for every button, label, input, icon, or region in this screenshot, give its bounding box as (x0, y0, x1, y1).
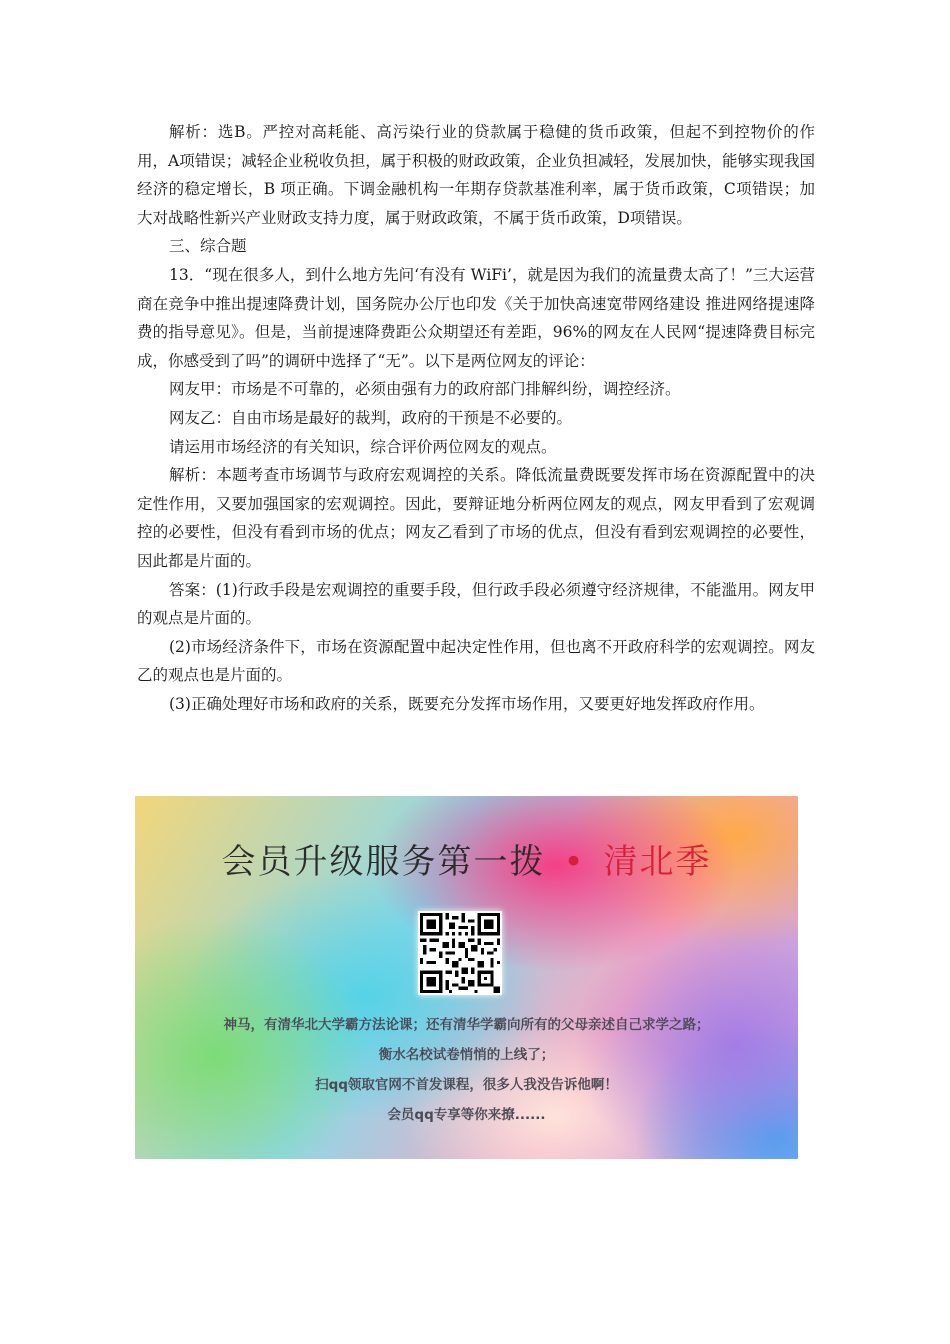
answer-1: 答案：(1)行政手段是宏观调控的重要手段，但行政手段必须遵守经济规律，不能滥用。网友甲的观点是片面的。 (137, 580, 815, 628)
answer-2: (2)市场经济条件下，市场在资源配置中起决定性作用，但也离不开政府科学的宏观调控。网友乙的观点也是片面的。 (137, 637, 815, 685)
banner-title-dot: • (563, 842, 586, 882)
answer-3: (3)正确处理好市场和政府的关系，既要充分发挥市场作用，又要更好地发挥政府作用。 (169, 694, 765, 713)
qr-code-icon[interactable] (418, 911, 502, 995)
banner-title-accent: 清北季 (603, 842, 712, 882)
banner-text (135, 1010, 798, 1130)
section-heading: 三、综合题 (169, 237, 247, 256)
banner-line-1: 神马，有清华北大学霸方法论课；还有清华学霸向所有的父母亲述自己求学之路； (223, 1017, 710, 1033)
question-13: 13．“现在很多人，到什么地方先问‘有没有 WiFi’，就是因为我们的流量费太高了！”三大运营商在竞争中推出提速降费计划，国务院办公厅也印发《关于加快高速宽带网络建设 推进网络提速降费的指导意见》。但是，当前提速降费距公众期望还有差距，96%的网友在人民网“提速降费目标完成，你感受到了吗”的调研中选择了“无”。以下是两位网友的评论： (137, 265, 815, 370)
paragraph-analysis-13: 解析：本题考查市场调节与政府宏观调控的关系。降低流量费既要发挥市场在资源配置中的决定性作用，又要加强国家的宏观调控。因此，要辩证地分析两位网友的观点，网友甲看到了宏观调控的必要性，但没有看到市场的优点；网友乙看到了市场的优点，但没有看到宏观调控的必要性，因此都是片面的。 (137, 466, 815, 570)
banner-line-4: 会员qq专享等你来撩...... (387, 1107, 546, 1123)
banner-line-3: 扫qq领取官网不首发课程，很多人我没告诉他啊！ (315, 1077, 618, 1093)
netizen-a-comment: 网友甲：市场是不可靠的，必须由强有力的政府部门排解纠纷，调控经济。 (169, 380, 681, 399)
promo-banner[interactable] (135, 796, 798, 1159)
paragraph-analysis-12: 解析：选B。严控对高耗能、高污染行业的贷款属于稳健的货币政策，但起不到控物价的作用，A项错误；减轻企业税收负担，属于积极的财政政策，企业负担减轻，发展加快，能够实现我国经济的稳定增长，B 项正确。下调金融机构一年期存贷款基准利率，属于货币政策，C项错误；加大对战略性新兴产业财政支持力度，属于财政政策，不属于货币政策，D项错误。 (137, 123, 815, 227)
banner-title (135, 834, 798, 883)
banner-line-2: 衡水名校试卷悄悄的上线了； (378, 1047, 555, 1063)
banner-title-main: 会员升级服务第一拨 (221, 842, 546, 882)
question-prompt: 请运用市场经济的有关知识，综合评价两位网友的观点。 (169, 437, 557, 456)
document-body (137, 118, 815, 718)
netizen-b-comment: 网友乙：自由市场是最好的裁判，政府的干预是不必要的。 (169, 408, 573, 427)
